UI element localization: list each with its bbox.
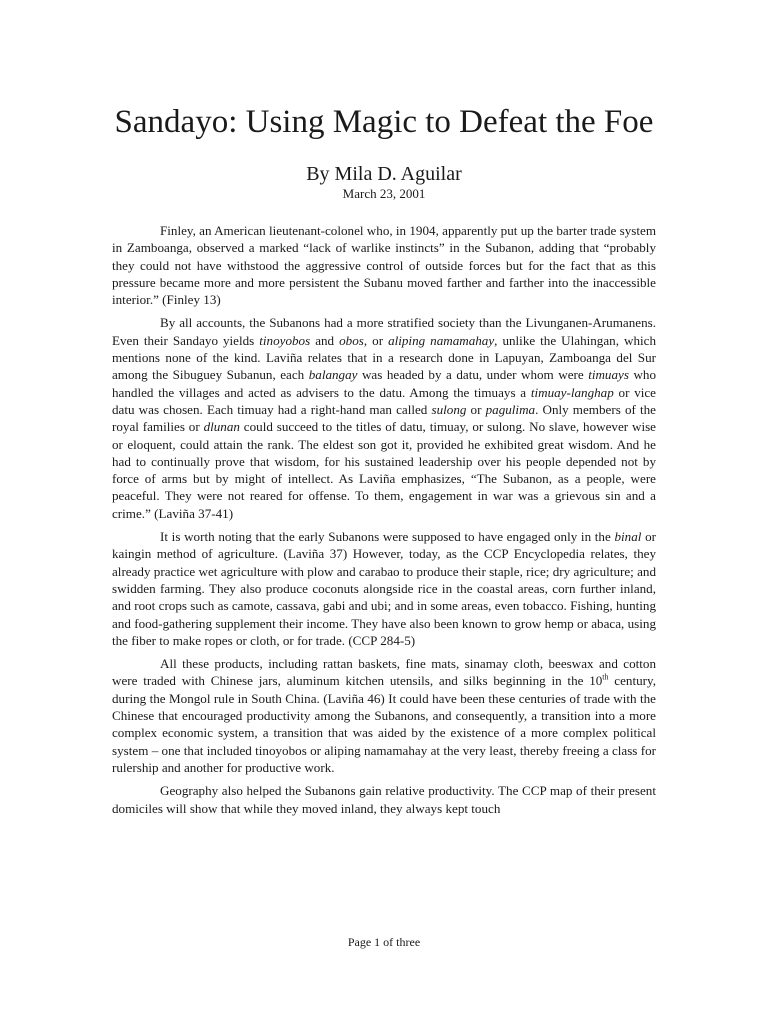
italic-term: sulong xyxy=(431,401,467,417)
paragraph-text: All these products, including rattan baskets, fine mats, sinamay cloth, beeswax and cotton were traded with Chinese jars, aluminum kitchen utensils, and silks beginning in the 10 xyxy=(112,656,656,689)
paragraph-text: could succeed to the titles of datu, timuay, or sulong. No slave, however wise or eloquent, could attain the rank. The eldest son got it, provided he exhibited great wisdom. And he had to continually prove that wisdom, for his sustained leadership over his people depended not by force of arms but by might of intellect. As Laviña emphasizes, “The Subanon, as a people, were peaceful. They were not reared for offense. To them, engagement in war was a grievous sin and a crime.” (Laviña 37-41) xyxy=(112,419,656,521)
paragraph-text: Finley, an American lieutenant-colonel who, in 1904, apparently put up the barter trade system in Zamboanga, observed a marked “lack of warlike instincts” in the Subanon, adding that “probably they could not have withstood the aggressive control of outside forces but for the fact that as this pressure became more and more persistent the Subanu moved farther and farther into the inaccessible interior.” (Finley 13) xyxy=(112,223,656,308)
paragraph-text: By all accounts, the Subanons had a more stratified society than the Livunganen-Arumanens. Even their Sandayo yields xyxy=(112,315,656,348)
superscript-text: th xyxy=(602,673,609,683)
paragraph-text: century, during the Mongol rule in South China. (Laviña 46) It could have been these centuries of trade with the Chinese that encouraged productivity among the Subanons, and consequently, a transition into a more complex economic system, a transition that was aided by the existence of a more complex political system – one that included tinoyobos or aliping namamahay at the very least, thereby freeing a class for rulership and another for productive work. xyxy=(112,673,656,775)
body-paragraph xyxy=(112,655,656,776)
paragraph-text: or kaingin method of agriculture. (Laviña 37) However, today, as the CCP Encyclopedia relates, they already practice wet agriculture with plow and carabao to produce their staple, rice; dry agriculture; and swidden farming. They also produce coconuts alongside rice in the coastal areas, corn further inland, and root crops such as camote, cassava, gabi and ubi; and in some areas, even tobacco. Fishing, hunting and food-gathering supplement their income. They have also been known to grow hemp or abaca, using the fiber to make ropes or cloth, or for trade. (CCP 284-5) xyxy=(112,529,656,648)
document-body xyxy=(112,222,656,823)
italic-term: balangay xyxy=(308,367,358,383)
paragraph-text: It is worth noting that the early Subanons were supposed to have engaged only in the xyxy=(160,529,615,545)
italic-term: tinoyobos xyxy=(259,332,311,348)
paragraph-text: or xyxy=(466,401,486,417)
publication-date: March 23, 2001 xyxy=(342,186,426,201)
italic-term: binal xyxy=(614,529,642,545)
paragraph-text: who handled the villages and acted as advisers to the datu. Among the timuays a xyxy=(112,367,656,400)
document-title: Sandayo: Using Magic to Defeat the Foe xyxy=(114,104,654,140)
paragraph-text: was headed by a datu, under whom were xyxy=(357,367,589,383)
italic-term: obos xyxy=(339,332,364,348)
italic-term: timuay-langhap xyxy=(530,384,614,400)
italic-term: dlunan xyxy=(203,419,240,435)
italic-term: pagulima xyxy=(485,401,536,417)
italic-term: timuays xyxy=(588,367,629,383)
paragraph-text: or vice datu was chosen. Each timuay had a right-hand man called xyxy=(112,384,656,417)
paragraph-text: , unlike the Ulahingan, which mentions none of the kind. Laviña relates that in a research done in Lapuyan, Zamboanga del Sur among the Sibuguey Subanun, each xyxy=(112,332,656,383)
paragraph-text: , or xyxy=(363,332,389,348)
paragraph-text: and xyxy=(310,332,340,348)
paragraph-text: Geography also helped the Subanons gain relative productivity. The CCP map of their present domiciles will show that while they moved inland, they always kept touch xyxy=(112,783,656,816)
italic-term: aliping namamahay xyxy=(388,332,495,348)
body-paragraph xyxy=(112,528,656,649)
paragraph-text: . Only members of the royal families or xyxy=(112,401,656,435)
page-footer: Page 1 of three xyxy=(347,935,421,949)
author-byline: By Mila D. Aguilar xyxy=(306,163,462,185)
body-paragraph xyxy=(112,782,656,817)
body-paragraph xyxy=(112,222,656,308)
body-paragraph xyxy=(112,314,656,522)
